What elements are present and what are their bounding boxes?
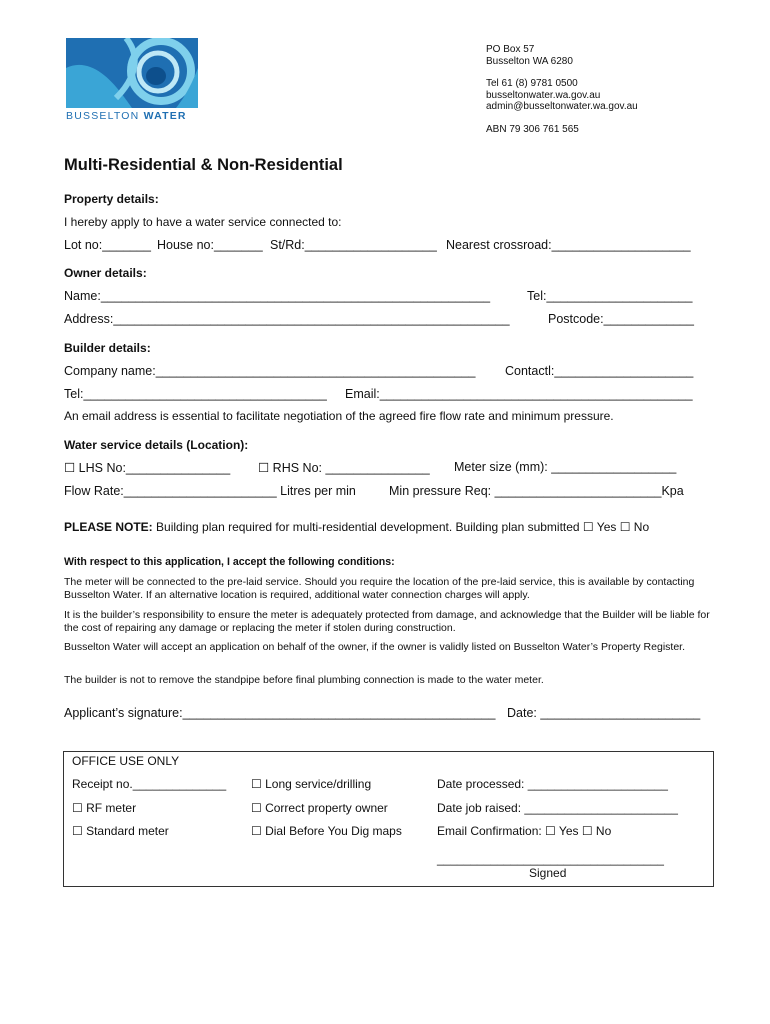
house-field[interactable]: House no:_______ (157, 238, 263, 252)
lot-field[interactable]: Lot no:_______ (64, 238, 151, 252)
contact-abn: ABN 79 306 761 565 (486, 123, 579, 135)
standard-meter-checkbox[interactable]: ☐ Standard meter (72, 824, 169, 838)
builder-email-field[interactable]: Email:_____________________________________________ (345, 387, 693, 401)
conditions-heading: With respect to this application, I accept the following conditions: (64, 556, 395, 568)
logo-mark-icon (66, 38, 198, 108)
water-heading: Water service details (Location): (64, 438, 249, 452)
long-service-checkbox[interactable]: ☐ Long service/drilling (251, 777, 372, 791)
signature-date-field[interactable]: Date: _______________________ (507, 706, 701, 720)
street-field[interactable]: St/Rd:___________________ (270, 238, 437, 252)
busselton-water-logo (66, 38, 198, 122)
rhs-checkbox-field[interactable]: ☐ RHS No: _______________ (258, 461, 430, 475)
flow-rate-field[interactable]: Flow Rate:______________________ Litres per min (64, 484, 356, 498)
email-confirmation-field[interactable]: Email Confirmation: ☐ Yes ☐ No (437, 824, 612, 838)
builder-tel-field[interactable]: Tel:___________________________________ (64, 387, 327, 401)
please-note[interactable] (64, 520, 649, 534)
logo-wordmark (66, 110, 187, 122)
condition-item: The meter will be connected to the pre-laid service. Should you require the location of the pre-laid service, this is available by contacting Busselton Water. If an alternative location is required, additional water connection charges will apply. (64, 576, 695, 601)
receipt-field[interactable]: Receipt no.______________ (72, 777, 227, 791)
office-heading: OFFICE USE ONLY (72, 754, 180, 768)
owner-name-field[interactable]: Name:________________________________________________________ (64, 289, 491, 303)
dial-before-dig-checkbox[interactable]: ☐ Dial Before You Dig maps (251, 824, 402, 838)
please-note-label: PLEASE NOTE: (64, 520, 153, 534)
contact-tel: Tel 61 (8) 9781 0500 (486, 78, 578, 89)
builder-contact-field[interactable]: Contactl:____________________ (505, 364, 694, 378)
property-intro: I hereby apply to have a water service connected to: (64, 215, 342, 229)
property-heading: Property details: (64, 192, 159, 206)
owner-tel-field[interactable]: Tel:_____________________ (527, 289, 693, 303)
builder-heading: Builder details: (64, 341, 151, 355)
crossroad-field[interactable]: Nearest crossroad:____________________ (446, 238, 691, 252)
condition-item: The builder is not to remove the standpipe before final plumbing connection is made to the water meter. (64, 674, 544, 686)
signed-label: Signed (529, 866, 567, 880)
meter-size-field[interactable]: Meter size (mm): __________________ (454, 460, 677, 474)
contact-web: busseltonwater.wa.gov.au (486, 89, 601, 101)
email-note: An email address is essential to facilitate negotiation of the agreed fire flow rate and minimum pressure. (64, 409, 614, 423)
date-job-raised-field[interactable]: Date job raised: _______________________ (437, 801, 678, 815)
rf-meter-checkbox[interactable]: ☐ RF meter (72, 801, 137, 815)
contact-email: admin@busseltonwater.wa.gov.au (486, 101, 638, 112)
owner-postcode-field[interactable]: Postcode:_____________ (548, 312, 694, 326)
town: Busselton WA 6280 (486, 55, 573, 67)
please-note-text[interactable]: Building plan required for multi-residential development. Building plan submitted ☐ Yes ☐ No (152, 520, 650, 534)
logo-word-right: WATER (143, 110, 187, 122)
logo-word-left: BUSSELTON (66, 110, 144, 122)
lhs-checkbox-field[interactable]: ☐ LHS No:_______________ (64, 461, 231, 475)
correct-owner-checkbox[interactable]: ☐ Correct property owner (251, 801, 388, 815)
applicant-signature-field[interactable]: Applicant’s signature:_____________________________________________ (64, 706, 496, 720)
po-box: PO Box 57 (486, 44, 535, 55)
owner-heading: Owner details: (64, 266, 147, 280)
condition-item: It is the builder’s responsibility to ensure the meter is adequately protected from damage, and acknowledge that the Builder will be liable for the cost of repairing any damage or replacing the meter if stolen during construction. (64, 609, 710, 634)
min-pressure-field[interactable]: Min pressure Req: ________________________Kpa (389, 484, 684, 498)
page-title: Multi-Residential & Non-Residential (64, 156, 343, 174)
contact-block (486, 44, 638, 135)
signed-line[interactable]: __________________________________ (437, 852, 664, 866)
owner-address-field[interactable]: Address:_________________________________________________________ (64, 312, 510, 326)
date-processed-field[interactable]: Date processed: _____________________ (437, 777, 668, 791)
condition-item: Busselton Water will accept an application on behalf of the owner, if the owner is validly listed on Busselton Water’s Property Register. (64, 641, 685, 653)
office-use-box (63, 751, 714, 887)
company-name-field[interactable]: Company name:______________________________________________ (64, 364, 476, 378)
